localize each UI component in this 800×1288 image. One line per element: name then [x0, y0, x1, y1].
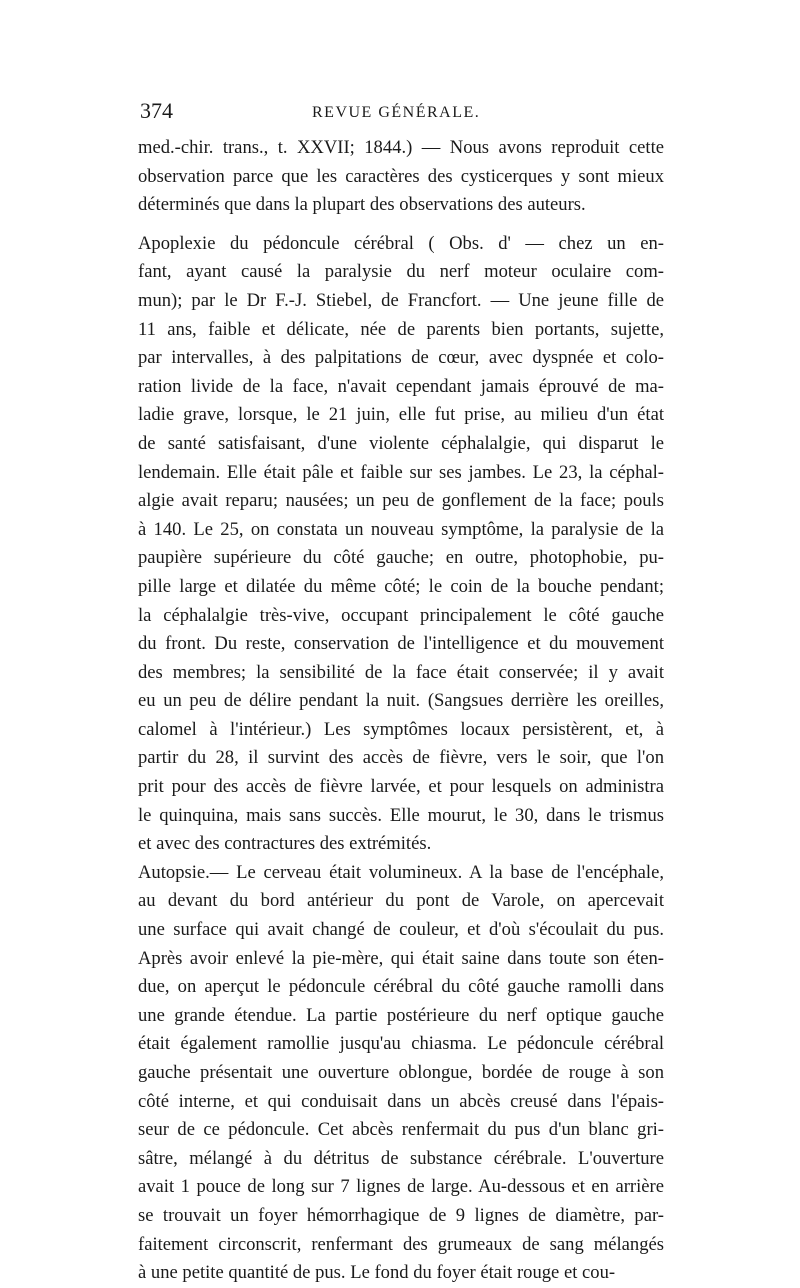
text-line: gauche présentait une ouverture oblongue, bordée de rouge à son — [138, 1062, 664, 1083]
text-line: à une petite quantité de pus. Le fond du foyer était rouge et cou- — [138, 1262, 616, 1284]
page-header — [140, 98, 670, 128]
body-text — [138, 134, 664, 1288]
text-line: faitement circonscrit, renfermant des grumeaux de sang mélangés — [138, 1233, 664, 1255]
text-line: pille large et dilatée du même côté; le coin de la bouche pendant; — [138, 575, 664, 597]
text-line: lendemain. Elle était pâle et faible sur ses jambes. Le 23, la céphal- — [138, 461, 664, 483]
text-line: fant, ayant causé la paralysie du nerf moteur oculaire com- — [138, 261, 664, 283]
text-line: se trouvait un foyer hémorrhagique de 9 lignes de diamètre, par- — [138, 1204, 664, 1226]
text-line: ladie grave, lorsque, le 21 juin, elle fut prise, au milieu d'un état — [138, 404, 664, 426]
text-line: de santé satisfaisant, d'une violente céphalalgie, qui disparut le — [138, 432, 664, 454]
text-line: du front. Du reste, conservation de l'intelligence et du mouvement — [138, 633, 664, 655]
text-line: due, on aperçut le pédoncule cérébral du côté gauche ramolli dans — [138, 976, 664, 998]
text-line: au devant du bord antérieur du pont de Varole, on apercevait — [138, 890, 664, 912]
text-line: 11 ans, faible et délicate, née de parents bien portants, sujette, — [138, 318, 664, 340]
text-line: calomel à l'intérieur.) Les symptômes locaux persistèrent, et, à — [138, 718, 664, 740]
text-line: avait 1 pouce de long sur 7 lignes de large. Au-dessous et en arrière — [138, 1176, 664, 1198]
text-line: déterminés que dans la plupart des observations des auteurs. — [138, 194, 586, 216]
text-line: algie avait reparu; nausées; un peu de gonflement de la face; pouls — [138, 490, 664, 512]
text-line: était également ramollie jusqu'au chiasma. Le pédoncule cérébral — [138, 1033, 664, 1055]
text-line: seur de ce pédoncule. Cet abcès renfermait du pus d'un blanc gri- — [138, 1119, 664, 1141]
text-line: la céphalalgie très-vive, occupant principalement le côté gauche — [138, 604, 664, 626]
text-line: prit pour des accès de fièvre larvée, et pour lesquels on administra — [138, 776, 664, 798]
text-line: ration livide de la face, n'avait cependant jamais éprouvé de ma- — [138, 375, 664, 397]
text-line: partir du 28, il survint des accès de fièvre, vers le soir, que l'on — [138, 747, 664, 769]
paragraph-gap — [138, 220, 664, 230]
text-line: des membres; la sensibilité de la face était conservée; il y avait — [138, 661, 664, 683]
text-line: Autopsie.— Le cerveau était volumineux. A la base de l'encéphale, — [138, 861, 664, 883]
text-line: une surface qui avait changé de couleur, et d'où s'écoulait du pus. — [138, 919, 664, 941]
text-line: côté interne, et qui conduisait dans un abcès creusé dans l'épais- — [138, 1090, 664, 1112]
text-line: sâtre, mélangé à du détritus de substance cérébrale. L'ouverture — [138, 1147, 664, 1169]
text-line: mun); par le Dr F.-J. Stiebel, de Francfort. — Une jeune fille de — [138, 289, 664, 311]
text-line: le quinquina, mais sans succès. Elle mourut, le 30, dans le trismus — [138, 804, 664, 826]
text-line: med.-chir. trans., t. XXVII; 1844.) — Nous avons reproduit cette — [138, 137, 664, 158]
running-title: REVUE GÉNÉRALE. — [312, 104, 481, 121]
text-line: par intervalles, à des palpitations de cœur, avec dyspnée et colo- — [138, 347, 664, 369]
page-number: 374 — [140, 98, 173, 123]
text-line: paupière supérieure du côté gauche; en outre, photophobie, pu- — [138, 547, 664, 569]
text-line: Après avoir enlevé la pie-mère, qui était saine dans toute son éten- — [138, 947, 664, 969]
text-line: une grande étendue. La partie postérieure du nerf optique gauche — [138, 1004, 664, 1026]
text-line: Apoplexie du pédoncule cérébral ( Obs. d' — chez un en- — [138, 232, 664, 254]
text-line: à 140. Le 25, on constata un nouveau symptôme, la paralysie de la — [138, 518, 664, 540]
text-line: et avec des contractures des extrémités. — [138, 833, 432, 855]
text-line: eu un peu de délire pendant la nuit. (Sangsues derrière les oreilles, — [138, 690, 664, 712]
text-line: observation parce que les caractères des cysticerques y sont mieux — [138, 165, 664, 187]
